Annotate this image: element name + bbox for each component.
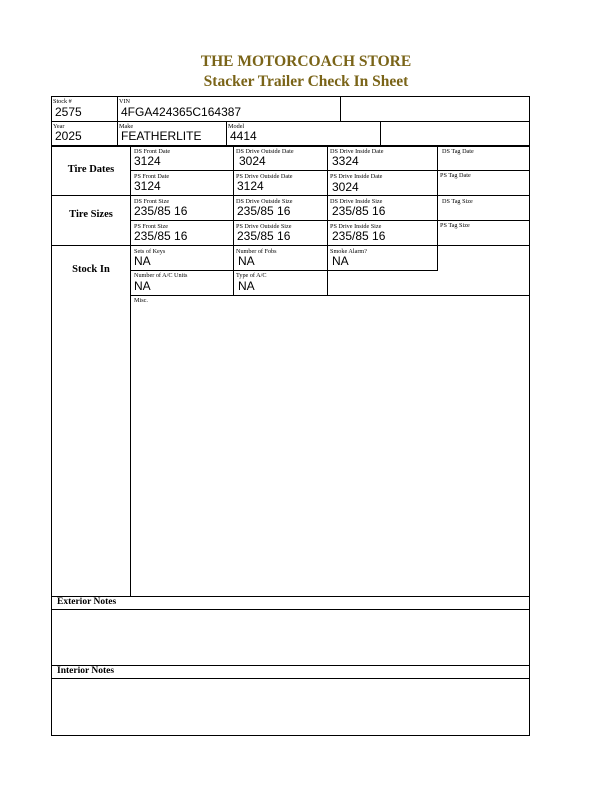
ds-front-date-label: DS Front Date	[134, 148, 171, 155]
vin-field[interactable]: 4FGA424365C164387	[121, 105, 242, 119]
ds-tag-date-field[interactable]	[438, 156, 529, 170]
ds-tag-date-label: DS Tag Date	[442, 148, 474, 155]
ds-tag-size-label: DS Tag Size	[442, 198, 473, 205]
sets-of-keys-field[interactable]: NA	[134, 254, 151, 268]
form-title: Stacker Trailer Check In Sheet	[203, 73, 409, 90]
ac-type-label: Type of A/C	[236, 272, 267, 279]
ac-type-field[interactable]: NA	[238, 279, 255, 293]
ds-drive-inside-date-field[interactable]: 3324	[332, 154, 359, 168]
ds-tag-size-field[interactable]	[438, 206, 529, 220]
tire-dates-heading: Tire Dates	[67, 164, 115, 175]
interior-notes-heading: Interior Notes	[57, 666, 115, 676]
misc-textarea[interactable]	[131, 305, 529, 595]
exterior-notes-textarea[interactable]	[52, 610, 529, 665]
sets-of-keys-label: Sets of Keys	[134, 248, 166, 255]
model-label: Model	[228, 123, 245, 130]
smoke-alarm-label: Smoke Alarm?	[330, 248, 367, 255]
make-field[interactable]: FEATHERLITE	[121, 129, 202, 143]
ps-drive-outside-date-label: PS Drive Outside Date	[236, 173, 293, 180]
ps-drive-outside-date-field[interactable]: 3124	[237, 179, 264, 193]
interior-notes-textarea[interactable]	[52, 679, 529, 735]
blank-field-top-right[interactable]	[341, 97, 529, 121]
ds-drive-outside-date-field[interactable]: 3024	[239, 154, 266, 168]
ps-drive-inside-size-field[interactable]: 235/85 16	[332, 229, 386, 243]
model-field[interactable]: 4414	[230, 129, 257, 143]
vin-label: VIN	[119, 98, 130, 105]
tire-sizes-heading: Tire Sizes	[69, 209, 113, 220]
ds-drive-inside-size-label: DS Drive Inside Size	[330, 198, 383, 205]
ps-front-date-field[interactable]: 3124	[134, 179, 161, 193]
ps-tag-size-label: PS Tag Size	[440, 222, 470, 229]
company-name: THE MOTORCOACH STORE	[200, 53, 412, 70]
ds-drive-inside-size-field[interactable]: 235/85 16	[332, 204, 386, 218]
ds-drive-outside-date-label: DS Drive Outside Date	[236, 148, 294, 155]
stock-number-label: Stock #	[53, 98, 72, 105]
ps-drive-outside-size-field[interactable]: 235/85 16	[237, 229, 291, 243]
ps-front-date-label: PS Front Date	[134, 173, 170, 180]
ps-drive-inside-date-label: PS Drive Inside Date	[330, 173, 383, 180]
ps-front-size-field[interactable]: 235/85 16	[134, 229, 188, 243]
blank-field-stock-in[interactable]	[438, 246, 529, 270]
misc-label: Misc.	[134, 297, 148, 304]
ps-drive-inside-date-field[interactable]: 3024	[332, 180, 359, 194]
smoke-alarm-field[interactable]: NA	[332, 254, 349, 268]
ac-units-label: Number of A/C Units	[134, 272, 188, 279]
ds-drive-outside-size-label: DS Drive Outside Size	[236, 198, 293, 205]
stock-number-field[interactable]: 2575	[55, 105, 82, 119]
make-label: Make	[119, 123, 134, 130]
ps-tag-size-field[interactable]	[438, 230, 529, 245]
blank-field-year-row[interactable]	[381, 122, 529, 145]
blank-field-ac-row[interactable]	[328, 271, 529, 295]
ps-tag-date-field[interactable]	[438, 180, 529, 195]
stock-in-heading: Stock In	[72, 264, 110, 275]
number-of-fobs-field[interactable]: NA	[238, 254, 255, 268]
ps-drive-inside-size-label: PS Drive Inside Size	[330, 223, 382, 230]
ds-drive-outside-size-field[interactable]: 235/85 16	[237, 204, 291, 218]
exterior-notes-heading: Exterior Notes	[57, 597, 117, 607]
ps-front-size-label: PS Front Size	[134, 223, 169, 230]
year-field[interactable]: 2025	[55, 129, 82, 143]
ds-front-size-field[interactable]: 235/85 16	[134, 204, 188, 218]
ps-tag-date-label: PS Tag Date	[440, 172, 471, 179]
ds-drive-inside-date-label: DS Drive Inside Date	[330, 148, 384, 155]
ds-front-size-label: DS Front Size	[134, 198, 170, 205]
ps-drive-outside-size-label: PS Drive Outside Size	[236, 223, 292, 230]
year-label: Year	[53, 123, 65, 130]
number-of-fobs-label: Number of Fobs	[236, 248, 277, 255]
ds-front-date-field[interactable]: 3124	[134, 154, 161, 168]
ac-units-field[interactable]: NA	[134, 279, 151, 293]
